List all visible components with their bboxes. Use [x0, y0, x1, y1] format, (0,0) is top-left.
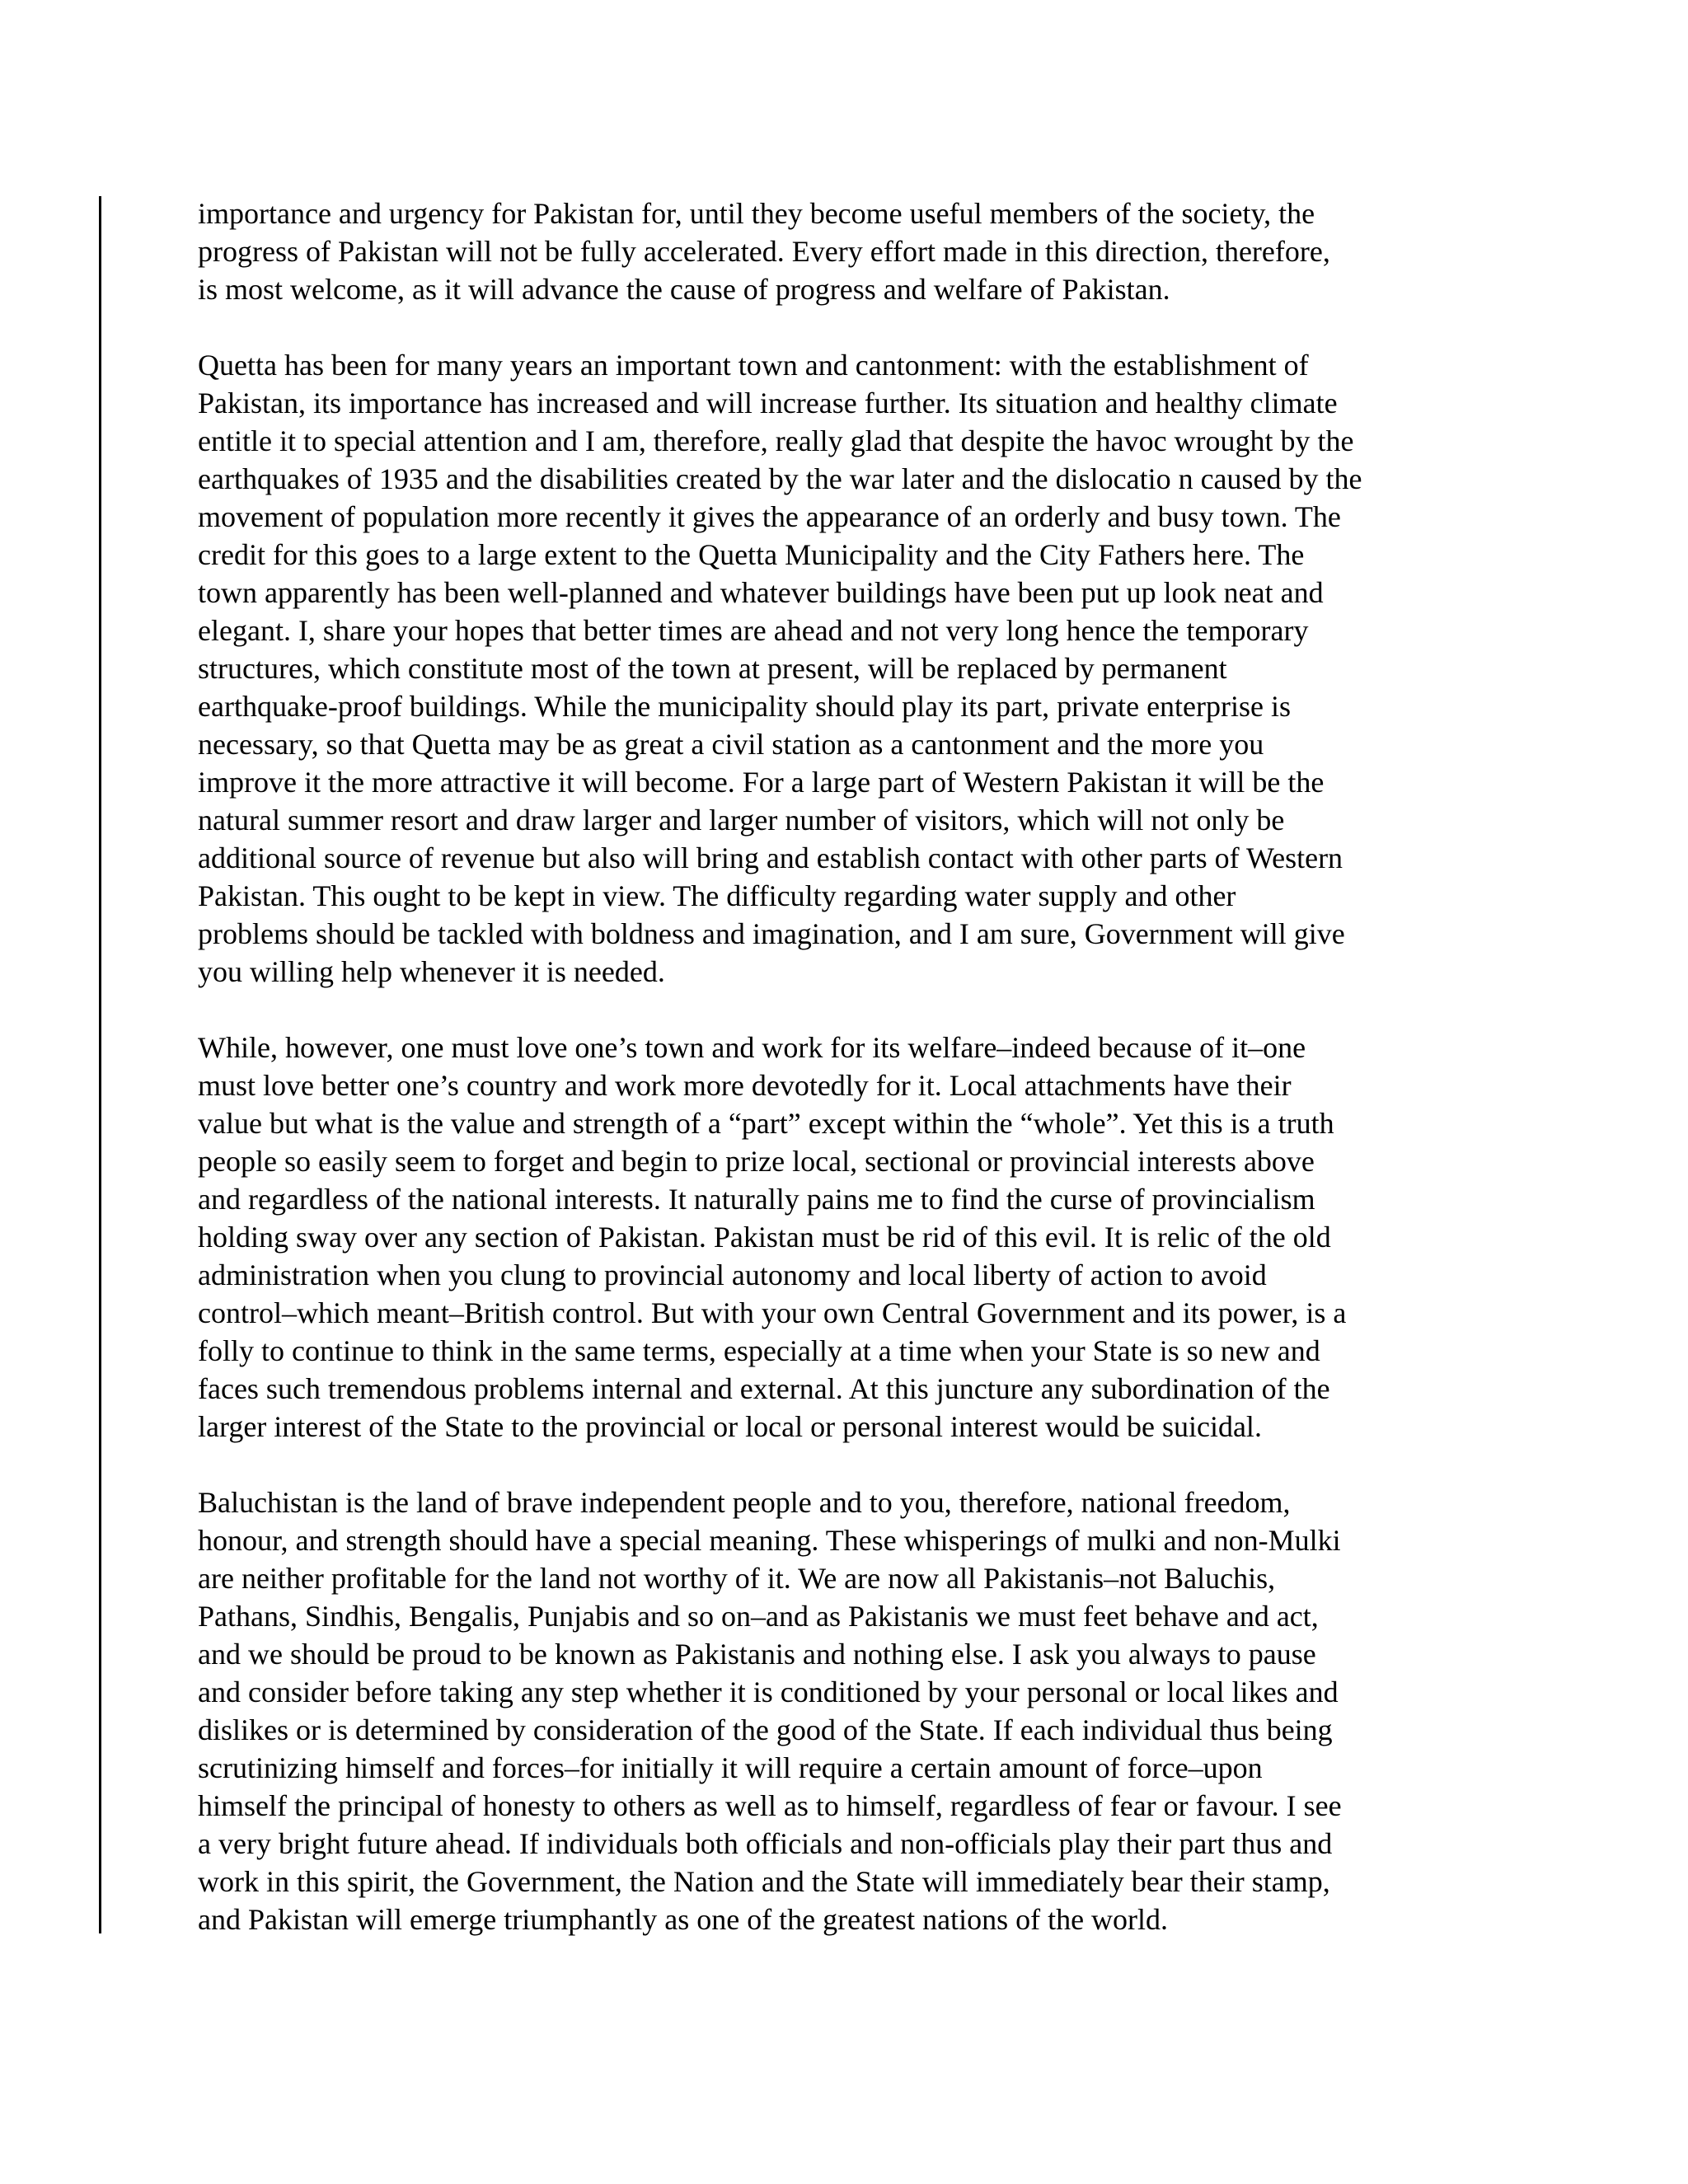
paragraph-2: [198, 346, 1484, 991]
paragraph-line: work in this spirit, the Government, the Nation and the State will immediately bear their stamp,: [198, 1865, 1330, 1898]
paragraph-line: and Pakistan will emerge triumphantly as one of the greatest nations of the world.: [198, 1903, 1169, 1936]
paragraph-line: town apparently has been well-planned and whatever buildings have been put up look neat and: [198, 576, 1324, 609]
paragraph-line: While, however, one must love one’s town and work for its welfare–indeed because of it–one: [198, 1031, 1306, 1064]
paragraph-line: control–which meant–British control. But with your own Central Government and its power, is a: [198, 1296, 1347, 1329]
paragraph-line: necessary, so that Quetta may be as great a civil station as a cantonment and the more you: [198, 728, 1264, 761]
paragraph-line: and we should be proud to be known as Pakistanis and nothing else. I ask you always to pause: [198, 1638, 1316, 1671]
paragraph-line: people so easily seem to forget and begin to prize local, sectional or provincial interests above: [198, 1145, 1315, 1178]
paragraph-line: credit for this goes to a large extent to the Quetta Municipality and the City Fathers here. The: [198, 538, 1305, 571]
paragraph-line: are neither profitable for the land not worthy of it. We are now all Pakistanis–not Baluchis,: [198, 1562, 1276, 1595]
paragraph-line: larger interest of the State to the provincial or local or personal interest would be suicidal.: [198, 1410, 1262, 1443]
paragraph-line: administration when you clung to provincial autonomy and local liberty of action to avoid: [198, 1258, 1267, 1291]
paragraph-line: scrutinizing himself and forces–for initially it will require a certain amount of force–upon: [198, 1751, 1263, 1784]
paragraph-line: earthquakes of 1935 and the disabilities created by the war later and the dislocatio n caused by the: [198, 462, 1362, 495]
paragraph-line: holding sway over any section of Pakistan. Pakistan must be rid of this evil. It is relic of the old: [198, 1221, 1331, 1254]
paragraph-3: [198, 1029, 1484, 1446]
paragraph-line: Baluchistan is the land of brave independent people and to you, therefore, national freedom,: [198, 1486, 1291, 1519]
paragraph-line: must love better one’s country and work more devotedly for it. Local attachments have their: [198, 1069, 1292, 1102]
paragraph-line: a very bright future ahead. If individuals both officials and non-officials play their part thus and: [198, 1827, 1333, 1860]
paragraph-line: earthquake-proof buildings. While the municipality should play its part, private enterprise is: [198, 690, 1292, 723]
paragraph-line: you willing help whenever it is needed.: [198, 955, 665, 988]
margin-change-bar: [99, 196, 101, 1933]
paragraph-line: Pathans, Sindhis, Bengalis, Punjabis and so on–and as Pakistanis we must feet behave and act,: [198, 1600, 1319, 1633]
paragraph-1: [198, 194, 1484, 308]
paragraph-line: honour, and strength should have a special meaning. These whisperings of mulki and non-Mulki: [198, 1524, 1341, 1557]
paragraph-line: and regardless of the national interests. It naturally pains me to find the curse of provincialism: [198, 1183, 1315, 1216]
paragraph-line: importance and urgency for Pakistan for, until they become useful members of the society, the: [198, 197, 1315, 230]
paragraph-line: and consider before taking any step whether it is conditioned by your personal or local likes and: [198, 1675, 1339, 1708]
paragraph-line: Quetta has been for many years an important town and cantonment: with the establishment of: [198, 349, 1309, 382]
document-body: [198, 194, 1484, 1938]
paragraph-line: is most welcome, as it will advance the cause of progress and welfare of Pakistan.: [198, 273, 1170, 306]
paragraph-line: dislikes or is determined by consideration of the good of the State. If each individual thus being: [198, 1713, 1333, 1746]
paragraph-line: faces such tremendous problems internal and external. At this juncture any subordination of the: [198, 1372, 1330, 1405]
paragraph-4: [198, 1483, 1484, 1938]
paragraph-line: Pakistan, its importance has increased and will increase further. Its situation and healthy climate: [198, 387, 1338, 419]
paragraph-line: movement of population more recently it gives the appearance of an orderly and busy town. The: [198, 500, 1341, 533]
paragraph-line: additional source of revenue but also will bring and establish contact with other parts of Western: [198, 841, 1343, 874]
paragraph-line: value but what is the value and strength of a “part” except within the “whole”. Yet this is a truth: [198, 1107, 1334, 1140]
paragraph-line: problems should be tackled with boldness and imagination, and I am sure, Government will give: [198, 917, 1345, 950]
paragraph-line: natural summer resort and draw larger and larger number of visitors, which will not only be: [198, 804, 1285, 837]
paragraph-line: progress of Pakistan will not be fully accelerated. Every effort made in this direction, therefore,: [198, 235, 1330, 268]
paragraph-line: Pakistan. This ought to be kept in view. The difficulty regarding water supply and other: [198, 879, 1236, 912]
paragraph-line: elegant. I, share your hopes that better times are ahead and not very long hence the temporary: [198, 614, 1309, 647]
paragraph-line: improve it the more attractive it will become. For a large part of Western Pakistan it will be the: [198, 766, 1325, 799]
paragraph-line: folly to continue to think in the same terms, especially at a time when your State is so new and: [198, 1334, 1320, 1367]
paragraph-line: entitle it to special attention and I am, therefore, really glad that despite the havoc wrought by the: [198, 424, 1354, 457]
paragraph-line: structures, which constitute most of the town at present, will be replaced by permanent: [198, 652, 1227, 685]
paragraph-line: himself the principal of honesty to others as well as to himself, regardless of fear or favour. I see: [198, 1789, 1342, 1822]
